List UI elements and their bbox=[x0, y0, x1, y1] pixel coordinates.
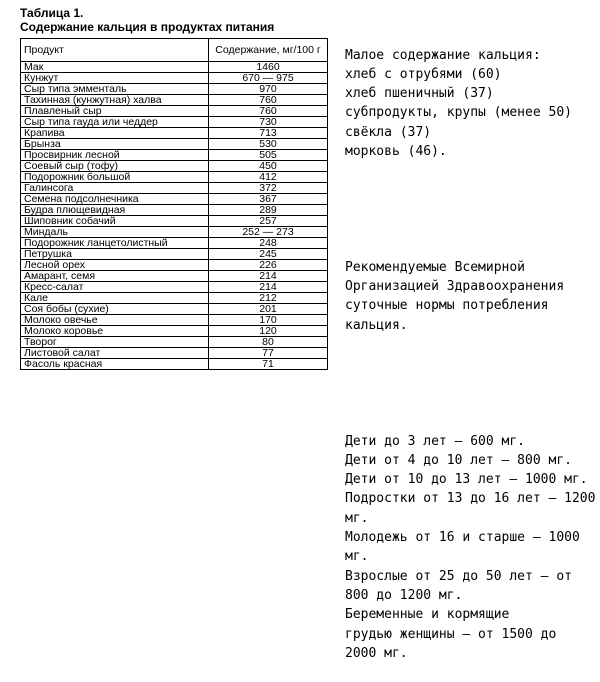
note-line: суточные нормы потребления bbox=[345, 298, 549, 314]
table-row bbox=[21, 260, 328, 271]
calcium-table-section bbox=[20, 6, 328, 370]
column-header-content: Содержание, мг/100 г bbox=[209, 39, 328, 62]
product-name: Кресс-салат bbox=[21, 282, 209, 293]
note-line: субпродукты, крупы (менее 50) bbox=[345, 105, 572, 121]
product-name: Листовой салат bbox=[21, 348, 209, 359]
table-row bbox=[21, 304, 328, 315]
calcium-value: 170 bbox=[209, 315, 328, 326]
product-name: Просвирник лесной bbox=[21, 150, 209, 161]
calcium-value: 450 bbox=[209, 161, 328, 172]
table-row bbox=[21, 205, 328, 216]
norm-line: 800 до 1200 мг. bbox=[345, 587, 463, 603]
product-name: Фасоль красная bbox=[21, 359, 209, 370]
table-header-row bbox=[21, 39, 328, 62]
table-row bbox=[21, 183, 328, 194]
who-recommendation bbox=[345, 258, 595, 335]
note-line: хлеб пшеничный (37) bbox=[345, 86, 494, 102]
table-row bbox=[21, 337, 328, 348]
calcium-value: 245 bbox=[209, 249, 328, 260]
calcium-value: 248 bbox=[209, 238, 328, 249]
calcium-value: 212 bbox=[209, 293, 328, 304]
norm-line: Дети от 4 до 10 лет — 800 мг. bbox=[345, 452, 572, 468]
norm-line: мг. bbox=[345, 549, 369, 565]
calcium-value: 970 bbox=[209, 84, 328, 95]
product-name: Подорожник ланцетолистный bbox=[21, 238, 209, 249]
product-name: Будра плющевидная bbox=[21, 205, 209, 216]
norm-line: Молодежь от 16 и старше — 1000 bbox=[345, 530, 580, 546]
product-name: Кале bbox=[21, 293, 209, 304]
calcium-value: 412 bbox=[209, 172, 328, 183]
table-row bbox=[21, 139, 328, 150]
product-name: Тахинная (кунжутная) халва bbox=[21, 95, 209, 106]
table-row bbox=[21, 194, 328, 205]
table-row bbox=[21, 348, 328, 359]
product-name: Амарант, семя bbox=[21, 271, 209, 282]
table-row bbox=[21, 95, 328, 106]
table-row bbox=[21, 359, 328, 370]
norm-line: Дети до 3 лет — 600 мг. bbox=[345, 433, 526, 449]
spacer bbox=[345, 200, 595, 219]
product-name: Галинсога bbox=[21, 183, 209, 194]
product-name: Кунжут bbox=[21, 73, 209, 84]
calcium-value: 214 bbox=[209, 282, 328, 293]
product-name: Крапива bbox=[21, 128, 209, 139]
product-name: Петрушка bbox=[21, 249, 209, 260]
table-row bbox=[21, 227, 328, 238]
low-calcium-list bbox=[345, 46, 595, 162]
product-name: Лесной орех bbox=[21, 260, 209, 271]
calcium-table bbox=[20, 38, 328, 370]
calcium-value: 760 bbox=[209, 95, 328, 106]
norm-line: Дети от 10 до 13 лет — 1000 мг. bbox=[345, 472, 588, 488]
product-name: Брынза bbox=[21, 139, 209, 150]
table-row bbox=[21, 161, 328, 172]
product-name: Молоко овечье bbox=[21, 315, 209, 326]
calcium-value: 760 bbox=[209, 106, 328, 117]
table-caption-number: Таблица 1. bbox=[20, 6, 84, 20]
calcium-value: 289 bbox=[209, 205, 328, 216]
table-row bbox=[21, 271, 328, 282]
table-caption-title: Содержание кальция в продуктах питания bbox=[20, 20, 275, 34]
calcium-value: 1460 bbox=[209, 62, 328, 73]
column-header-product: Продукт bbox=[21, 39, 209, 62]
table-row bbox=[21, 249, 328, 260]
product-name: Семена подсолнечника bbox=[21, 194, 209, 205]
norm-line: Беременные и кормящие bbox=[345, 607, 510, 623]
calcium-value: 372 bbox=[209, 183, 328, 194]
product-name: Шиповник собачий bbox=[21, 216, 209, 227]
table-row bbox=[21, 172, 328, 183]
calcium-value: 77 bbox=[209, 348, 328, 359]
calcium-value: 120 bbox=[209, 326, 328, 337]
table-row bbox=[21, 73, 328, 84]
product-name: Сыр типа эмменталь bbox=[21, 84, 209, 95]
norm-line: грудью женщины — от 1500 до bbox=[345, 626, 557, 642]
norm-line: Взрослые от 25 до 50 лет — от bbox=[345, 568, 572, 584]
table-row bbox=[21, 117, 328, 128]
product-name: Молоко коровье bbox=[21, 326, 209, 337]
table-row bbox=[21, 62, 328, 73]
product-name: Подорожник большой bbox=[21, 172, 209, 183]
product-name: Миндаль bbox=[21, 227, 209, 238]
table-row bbox=[21, 315, 328, 326]
table-row bbox=[21, 216, 328, 227]
product-name: Соевый сыр (тофу) bbox=[21, 161, 209, 172]
calcium-notes bbox=[345, 7, 595, 682]
spacer bbox=[345, 374, 595, 393]
calcium-value: 71 bbox=[209, 359, 328, 370]
norm-line: мг. bbox=[345, 510, 369, 526]
table-row bbox=[21, 238, 328, 249]
calcium-value: 505 bbox=[209, 150, 328, 161]
table-row bbox=[21, 282, 328, 293]
note-line: Малое содержание кальция: bbox=[345, 47, 541, 63]
calcium-value: 201 bbox=[209, 304, 328, 315]
table-row bbox=[21, 326, 328, 337]
note-line: кальция. bbox=[345, 317, 408, 333]
note-line: морковь (46). bbox=[345, 144, 447, 160]
norm-line: Подростки от 13 до 16 лет — 1200 bbox=[345, 491, 596, 507]
product-name: Плавленый сыр bbox=[21, 106, 209, 117]
calcium-value: 670 — 975 bbox=[209, 73, 328, 84]
note-line: Рекомендуемые Всемирной bbox=[345, 259, 526, 275]
product-name: Творог bbox=[21, 337, 209, 348]
table-row bbox=[21, 293, 328, 304]
calcium-value: 226 bbox=[209, 260, 328, 271]
calcium-value: 730 bbox=[209, 117, 328, 128]
calcium-value: 214 bbox=[209, 271, 328, 282]
product-name: Сыр типа гауда или чеддер bbox=[21, 117, 209, 128]
note-line: хлеб с отрубями (60) bbox=[345, 66, 502, 82]
calcium-value: 257 bbox=[209, 216, 328, 227]
table-row bbox=[21, 150, 328, 161]
table-row bbox=[21, 128, 328, 139]
table-row bbox=[21, 84, 328, 95]
calcium-value: 367 bbox=[209, 194, 328, 205]
product-name: Мак bbox=[21, 62, 209, 73]
note-line: свёкла (37) bbox=[345, 124, 432, 140]
calcium-value: 80 bbox=[209, 337, 328, 348]
table-row bbox=[21, 106, 328, 117]
calcium-value: 530 bbox=[209, 139, 328, 150]
product-name: Соя бобы (сухие) bbox=[21, 304, 209, 315]
daily-norms-list bbox=[345, 432, 595, 664]
note-line: Организацией Здравоохранения bbox=[345, 279, 565, 295]
calcium-value: 713 bbox=[209, 128, 328, 139]
calcium-value: 252 — 273 bbox=[209, 227, 328, 238]
norm-line: 2000 мг. bbox=[345, 645, 408, 661]
